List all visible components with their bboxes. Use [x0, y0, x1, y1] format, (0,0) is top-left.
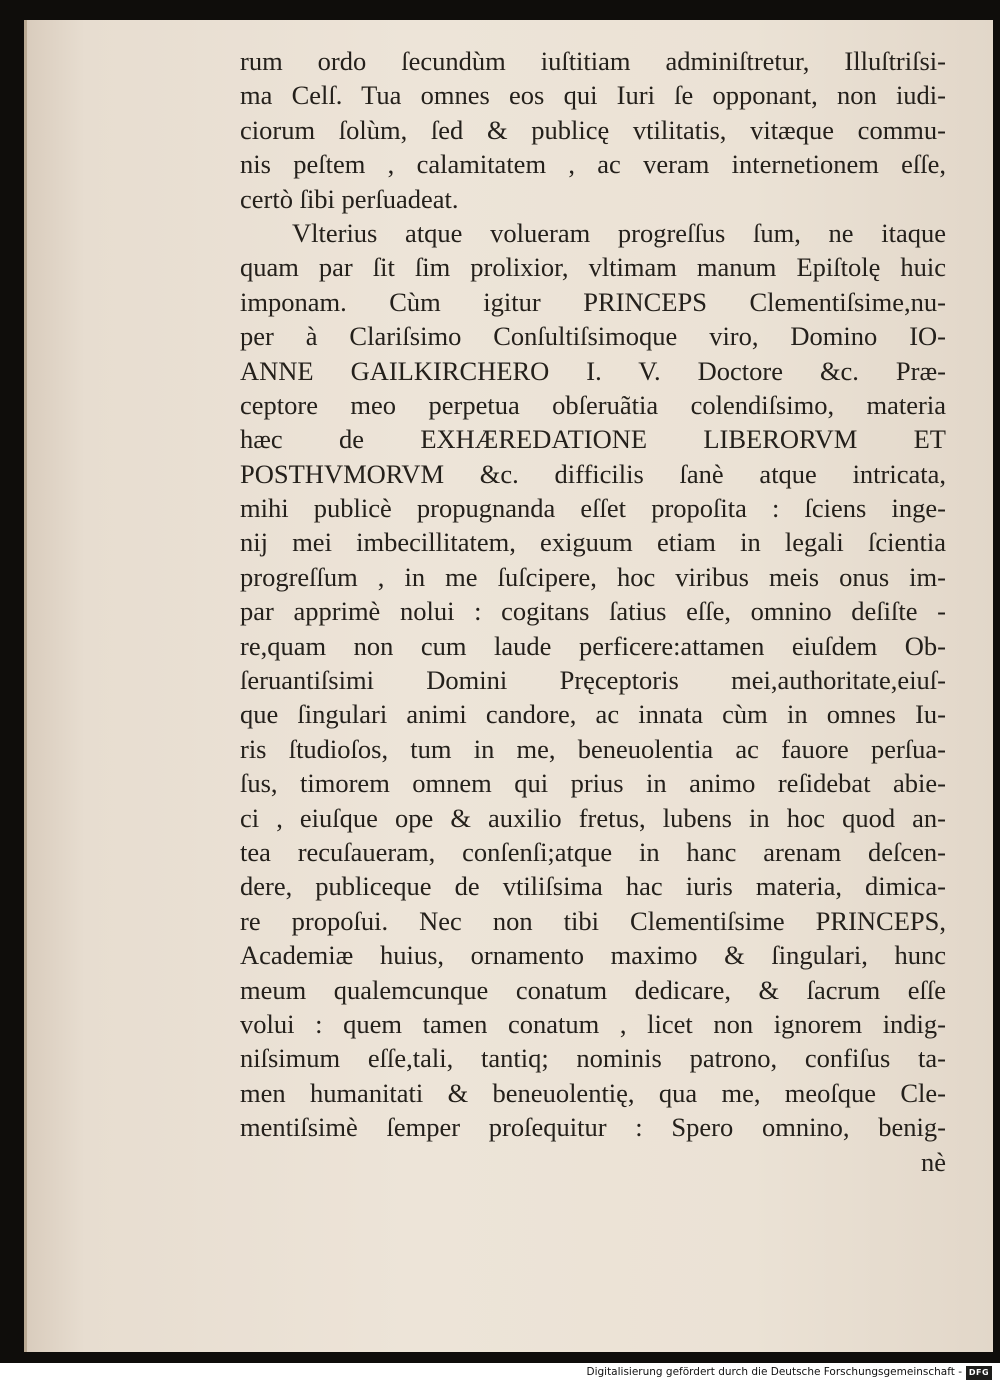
text-line: mentiſsimè ſemper proſequitur : Spero omnino, benig- — [240, 1112, 946, 1143]
text-line: dere, publiceque de vtiliſsima hac iuris materia, dimica- — [240, 871, 946, 902]
text-line: ſeruantiſsimi Domini Pręceptoris mei,authoritate,eiuſ- — [240, 665, 946, 696]
text-line: nij mei imbecillitatem, exiguum etiam in legali ſcientia — [240, 527, 946, 558]
text-line: imponam. Cùm igitur PRINCEPS Clementiſsime,nu- — [240, 286, 946, 317]
text-line: quam par ſit ſim prolixior, vltimam manum Epiſtolę huic — [240, 252, 946, 283]
text-line: ris ſtudioſos, tum in me, beneuolentia ac fauore perſua- — [240, 733, 946, 764]
text-line: re,quam non cum laude perficere:attamen eiuſdem Ob- — [240, 630, 946, 661]
text-line: volui : quem tamen conatum , licet non ignorem indig- — [240, 1008, 946, 1039]
catchword: nè — [920, 1146, 946, 1177]
text-line: par apprimè nolui : cogitans ſatius eſſe, omnino deſiſte - — [240, 596, 946, 627]
text-line: ſus, timorem omnem qui prius in animo reſidebat abie- — [240, 768, 946, 799]
text-line: ma Celſ. Tua omnes eos qui Iuri ſe opponant, non iudi- — [240, 80, 946, 111]
text-line: que ſingulari animi candore, ac innata cùm in omnes Iu- — [240, 699, 946, 730]
text-line: per à Clariſsimo Conſultiſsimoque viro, Domino IO- — [240, 321, 946, 352]
digitization-footer — [0, 1363, 1000, 1383]
text-line: ANNE GAILKIRCHERO I. V. Doctore &c. Præ- — [240, 355, 946, 386]
text-line: men humanitati & beneuolentię, qua me, meoſque Cle- — [240, 1077, 946, 1108]
text-line: POSTHVMORVM &c. difficilis ſanè atque intricata, — [240, 458, 946, 489]
page-text-block — [240, 44, 946, 1179]
funding-notice: Digitalisierung gefördert durch die Deutsche Forschungsgemeinschaft - — [586, 1366, 962, 1378]
text-line: certò ſibi perſuadeat. — [240, 183, 459, 214]
text-line: ceptore meo perpetua obſeruãtia colendiſsimo, materia — [240, 389, 946, 420]
text-line: mihi publicè propugnanda eſſet propoſita : ſciens inge- — [240, 493, 946, 524]
paragraph-start-line: Vlterius atque volueram progreſſus ſum, ne itaque — [292, 217, 946, 248]
text-line: re propoſui. Nec non tibi Clementiſsime PRINCEPS, — [240, 905, 946, 936]
text-line: tea recuſaueram, conſenſi;atque in hanc arenam deſcen- — [240, 836, 946, 867]
text-line: meum qualemcunque conatum dedicare, & ſacrum eſſe — [240, 974, 946, 1005]
text-line: ci , eiuſque ope & auxilio fretus, lubens in hoc quod an- — [240, 802, 946, 833]
dfg-logo-icon: DFG — [966, 1366, 992, 1380]
text-line: progreſſum , in me ſuſcipere, hoc viribus meis onus im- — [240, 561, 946, 592]
text-line: nis peſtem , calamitatem , ac veram internetionem eſſe, — [240, 149, 946, 180]
text-line: hæc de EXHÆREDATIONE LIBERORVM ET — [240, 424, 946, 455]
text-line: Academiæ huius, ornamento maximo & ſingulari, hunc — [240, 940, 946, 971]
text-line: niſsimum eſſe,tali, tantiq; nominis patrono, confiſus ta- — [240, 1043, 946, 1074]
text-line: ciorum ſolùm, ſed & publicę vtilitatis, vitæque commu- — [240, 114, 946, 145]
text-line: rum ordo ſecundùm iuſtitiam adminiſtretur, Illuſtriſsi- — [240, 46, 946, 76]
